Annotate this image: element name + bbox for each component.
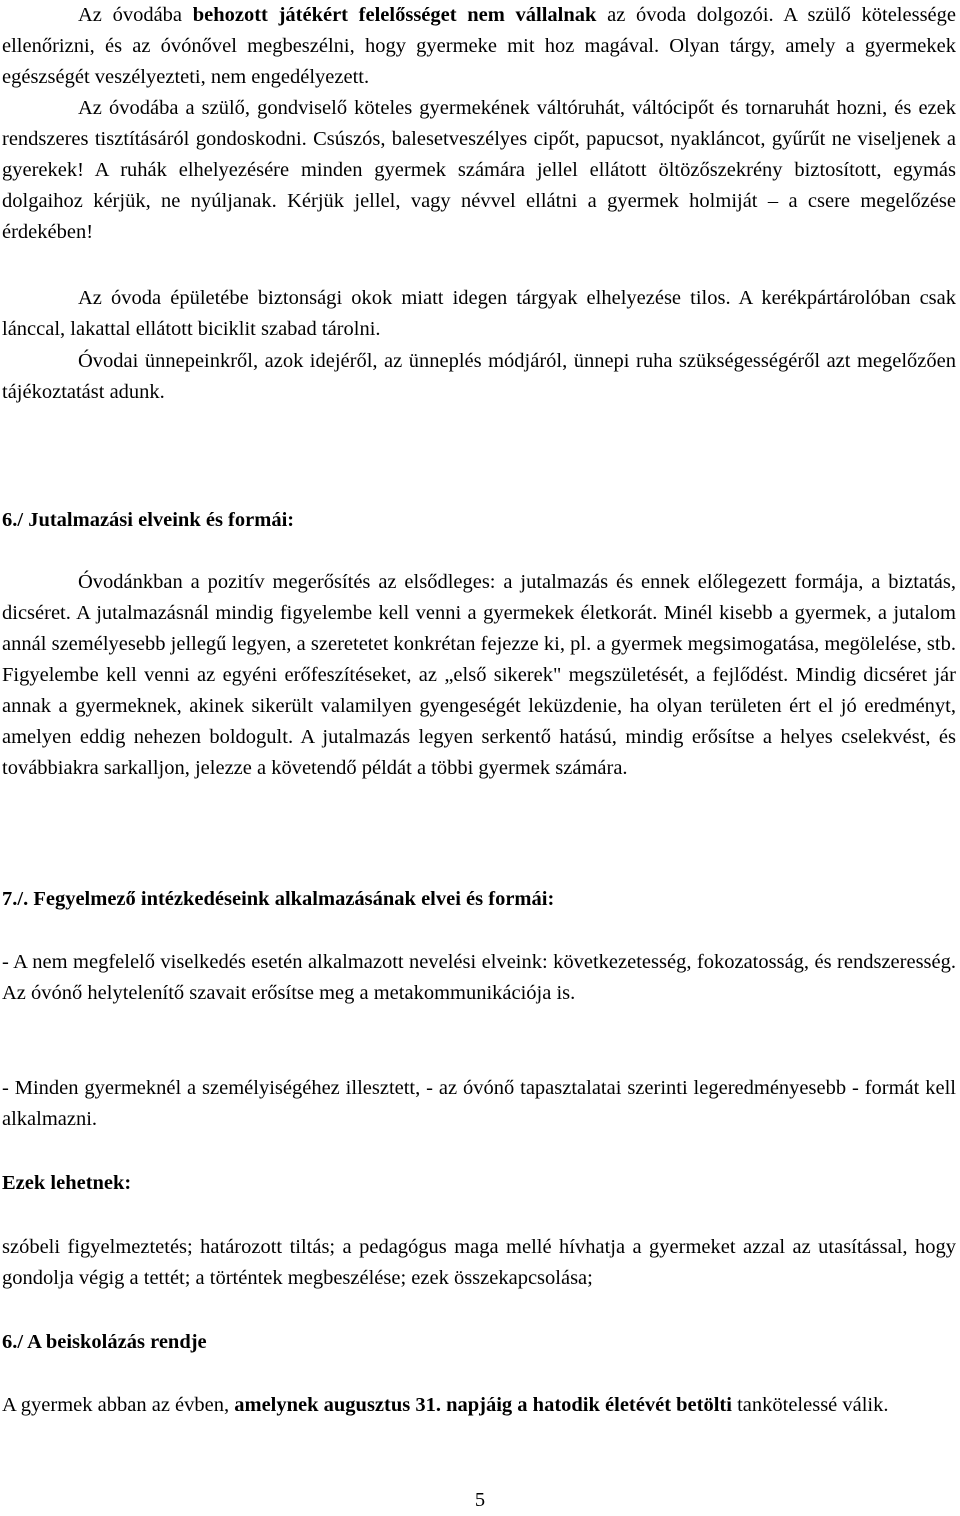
- section-heading-discipline: 7./. Fegyelmező intézkedéseink alkalmazásának elvei és formái:: [2, 888, 555, 910]
- bold-text: behozott játékért felelősséget nem vállalnak: [192, 4, 597, 26]
- paragraph-text: tankötelessé válik.: [731, 1394, 889, 1416]
- paragraph-text: az óvoda dolgozói. A szülő kötelessége ellenőrizni, és az óvónővel megbeszélni, hogy gyermeke mit hoz magával. Olyan tárgy, amely a gyermekek egészségét veszélyezteti, nem engedélyezett.: [2, 4, 956, 88]
- paragraph-discipline-principles: - A nem megfelelő viselkedés esetén alkalmazott nevelési elveink: következetesség, fokozatosság, és rendszeresség. Az óvónő helytelenítő szavait erősítse meg a metakommunikációja is.: [2, 951, 956, 1004]
- page-number: 5: [474, 1489, 486, 1511]
- paragraph-options: szóbeli figyelmeztetés; határozott tiltás; a pedagógus maga mellé hívhatja a gyermeket azzal az utasítással, hogy gondolja végig a tettét; a történtek megbeszélése; ezek összekapcsolása;: [2, 1236, 956, 1289]
- bold-text: amelynek augusztus 31. napjáig a hatodik életévét betölti: [234, 1394, 732, 1416]
- paragraph-text: A gyermek abban az évben,: [2, 1394, 235, 1416]
- paragraph-celebrations: Óvodai ünnepeinkről, azok idejéről, az ünneplés módjáról, ünnepi ruha szükségességéről azt megelőzően tájékoztatást adunk.: [2, 350, 956, 403]
- paragraph-rewards: Óvodánkban a pozitív megerősítés az elsődleges: a jutalmazás és ennek előlegezett formája, a biztatás, dicséret. A jutalmazásnál mindig figyelembe kell venni a gyermekek életkorát. Minél kisebb a gyermek, a jutalom annál személyesebb jellegű legyen, a szeretetet konkrétan fejezze ki, pl. a gyermek megsimogatása, megölelése, stb. Figyelembe kell venni az egyéni erőfeszítéseket, az „első sikerek" megszületését, a fejlődést. Mindig dicséret jár annak a gyermeknek, akinek sikerült valamilyen gyengeségét leküzdenie, ha olyan területen ért el jó eredményt, amelyen eddig nehezen boldogult. A jutalmazás legyen serkentő hatású, mindig erősítse a helyes cselekvést, és továbbiakra sarkalljon, jelezze a követendő példát a többi gyermek számára.: [2, 571, 956, 779]
- paragraph-discipline-forms: - Minden gyermeknél a személyiségéhez illesztett, - az óvónő tapasztalatai szerinti legeredményesebb - formát kell alkalmazni.: [2, 1077, 956, 1130]
- paragraph-enrollment: [2, 1390, 956, 1421]
- paragraph-text: Az óvodába: [78, 4, 193, 26]
- paragraph-toys: [2, 0, 956, 93]
- section-heading-rewards: 6./ Jutalmazási elveink és formái:: [2, 509, 295, 531]
- section-heading-enrollment: 6./ A beiskolázás rendje: [2, 1331, 207, 1353]
- paragraph-clothing: Az óvodába a szülő, gondviselő köteles gyermekének váltóruhát, váltócipőt és tornaruhát hozni, és ezek rendszeres tisztításáról gondoskodni. Csúszós, balesetveszélyes cipőt, papucsot, nyakláncot, gyűrűt ne viseljenek a gyerekek! A ruhák elhelyezésére minden gyermek számára jellel ellátott öltözőszekrény biztosított, egymás dolgaihoz kérjük, ne nyúljanak. Kérjük jellel, vagy névvel ellátni a gyermek holmiját – a csere megelőzése érdekében!: [2, 97, 956, 243]
- subheading-options: Ezek lehetnek:: [2, 1172, 132, 1194]
- paragraph-safety: Az óvoda épületébe biztonsági okok miatt idegen tárgyak elhelyezése tilos. A kerékpártárolóban csak lánccal, lakattal ellátott biciklit szabad tárolni.: [2, 287, 956, 340]
